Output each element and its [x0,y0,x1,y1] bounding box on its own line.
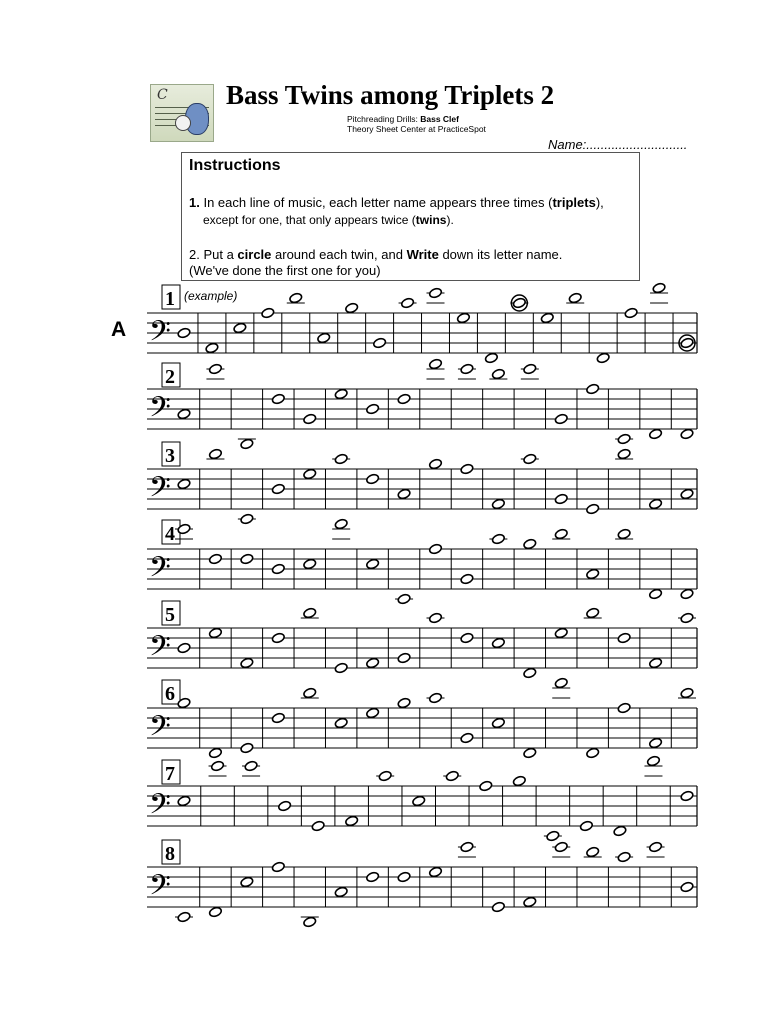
whole-note [317,332,331,344]
whole-note [397,488,411,500]
whole-note [211,760,225,772]
whole-note [523,453,537,465]
instruction-1-text-end: ), [595,195,604,210]
whole-note [649,841,663,853]
whole-note [554,493,568,505]
line-number: 3 [165,445,175,467]
staff-line-4 [147,518,697,605]
whole-note [460,573,474,585]
whole-note [311,820,325,832]
whole-note [412,795,426,807]
whole-note [491,498,505,510]
whole-note [479,780,493,792]
line-number: 4 [165,523,175,545]
whole-note [680,428,694,440]
whole-note [491,717,505,729]
staff-line-7 [147,755,697,842]
whole-note [512,775,526,787]
whole-note [208,363,222,375]
whole-note [366,657,380,669]
instruction-1-number: 1. [189,195,200,210]
whole-note [366,473,380,485]
instruction-2-bold-circle: circle [237,247,272,262]
instruction-1-cont-bold: twins [415,213,447,227]
instruction-2-text-end: down its letter name. [438,247,563,262]
whole-note [177,642,191,654]
whole-note [240,657,254,669]
instruction-1-bold: triplets [552,195,596,210]
whole-note [366,403,380,415]
logo-letter: C [157,87,168,103]
whole-note [177,478,191,490]
instruction-2-text-mid: around each twin, and [271,247,407,262]
whole-note [680,612,694,624]
instruction-1-text: In each line of music, each letter name appears three times ( [199,195,553,210]
whole-note [491,901,505,913]
whole-note [334,886,348,898]
whole-note [586,503,600,515]
whole-note [491,533,505,545]
whole-note [397,652,411,664]
whole-note [271,861,285,873]
whole-note [378,770,392,782]
bass-clef-icon: 𝄢 [149,630,171,670]
whole-note [523,747,537,759]
whole-note [240,513,254,525]
bass-clef-icon: 𝄢 [149,869,171,909]
whole-note [397,871,411,883]
whole-note [240,742,254,754]
example-label: (example) [184,289,238,303]
whole-note [460,732,474,744]
whole-note [445,770,459,782]
whole-note [303,916,317,928]
whole-note [334,717,348,729]
instructions-heading: Instructions [189,157,281,174]
whole-note [554,413,568,425]
whole-note [554,528,568,540]
subtitle-prefix: Pitchreading Drills: [347,114,421,124]
whole-note [491,637,505,649]
whole-note [208,906,222,918]
whole-note [649,737,663,749]
whole-note [303,607,317,619]
whole-note [523,667,537,679]
whole-note [624,307,638,319]
whole-note [401,297,415,309]
whole-note [366,558,380,570]
whole-note [240,438,254,450]
whole-note [617,433,631,445]
whole-note [397,697,411,709]
whole-note [680,337,694,349]
bass-clef-icon: 𝄢 [149,788,171,828]
whole-note [428,458,442,470]
whole-note [271,393,285,405]
whole-note [428,287,442,299]
whole-note [366,871,380,883]
whole-note [568,292,582,304]
instruction-1-cont-end: ). [446,213,454,227]
whole-note [649,588,663,600]
instruction-1-cont-text: except for one, that only appears twice ( [203,213,416,227]
line-number: 5 [165,604,175,626]
whole-note [345,815,359,827]
whole-note [289,292,303,304]
whole-note [397,393,411,405]
whole-note [428,358,442,370]
whole-note [303,413,317,425]
line-number: 8 [165,843,175,865]
whole-note [617,528,631,540]
whole-note [177,327,191,339]
whole-note [546,830,560,842]
section-label: A [111,318,127,341]
whole-note [177,408,191,420]
bass-clef-icon: 𝄢 [149,551,171,591]
staff-line-1 [147,282,697,364]
whole-note [680,488,694,500]
whole-note [586,846,600,858]
name-field[interactable]: Name:............................ [548,137,688,152]
subtitle-clef: Bass Clef [420,114,459,124]
whole-note [586,607,600,619]
whole-note [271,712,285,724]
staff-line-5 [147,601,697,679]
whole-note [240,876,254,888]
whole-note [303,558,317,570]
bass-clef-icon: 𝄢 [149,391,171,431]
whole-note [680,881,694,893]
whole-note [596,352,610,364]
whole-note [334,518,348,530]
whole-note [303,687,317,699]
whole-note [649,428,663,440]
whole-note [460,632,474,644]
whole-note [271,483,285,495]
whole-note [177,911,191,923]
whole-note [428,543,442,555]
whole-note [586,568,600,580]
whole-note [177,795,191,807]
whole-note [428,612,442,624]
whole-note [649,657,663,669]
whole-note [373,337,387,349]
staff-line-2 [147,358,697,450]
whole-note [680,687,694,699]
whole-note [334,388,348,400]
bass-clef-icon: 𝄢 [149,471,171,511]
whole-note [540,312,554,324]
whole-note [208,448,222,460]
whole-note [261,307,275,319]
whole-note [652,282,666,294]
whole-note [512,297,526,309]
whole-note [208,747,222,759]
whole-note [460,363,474,375]
whole-note [579,820,593,832]
staff-line-3 [147,442,697,525]
whole-note [366,707,380,719]
staff-line-8 [147,840,697,928]
whole-note [208,553,222,565]
bass-clef-icon: 𝄢 [149,315,171,355]
instruction-2-note: (We've done the first one for you) [189,263,381,278]
whole-note [484,352,498,364]
whole-note [523,363,537,375]
whole-note [617,851,631,863]
whole-note [586,383,600,395]
whole-note [646,755,660,767]
whole-note [205,342,219,354]
whole-note [680,588,694,600]
whole-note [334,453,348,465]
whole-note [278,800,292,812]
whole-note [460,463,474,475]
page-title: Bass Twins among Triplets 2 [226,80,555,110]
whole-note [617,632,631,644]
whole-note [428,866,442,878]
whole-note [613,825,627,837]
instruction-2-bold-write: Write [406,247,439,262]
line-number: 7 [165,763,175,785]
bass-clef-icon: 𝄢 [149,710,171,750]
whole-note [233,322,247,334]
whole-note [617,702,631,714]
whole-note [244,760,258,772]
whole-note [523,896,537,908]
staff-line-6 [147,677,697,759]
whole-note [649,498,663,510]
whole-note [460,841,474,853]
line-number: 1 [165,288,175,310]
whole-note [303,468,317,480]
whole-note [554,841,568,853]
whole-note [554,627,568,639]
whole-note [680,790,694,802]
whole-note [523,538,537,550]
whole-note [240,553,254,565]
whole-note [271,632,285,644]
whole-note [617,448,631,460]
whole-note [397,593,411,605]
whole-note [586,747,600,759]
whole-note [208,627,222,639]
subtitle-source: Theory Sheet Center at PracticeSpot [347,124,486,134]
whole-note [554,677,568,689]
whole-note [334,662,348,674]
whole-note [345,302,359,314]
whole-note [428,692,442,704]
whole-note [271,563,285,575]
line-number: 2 [165,366,175,388]
whole-note [456,312,470,324]
whole-note [491,368,505,380]
line-number: 6 [165,683,175,705]
instruction-2-text: 2. Put a [189,247,238,262]
